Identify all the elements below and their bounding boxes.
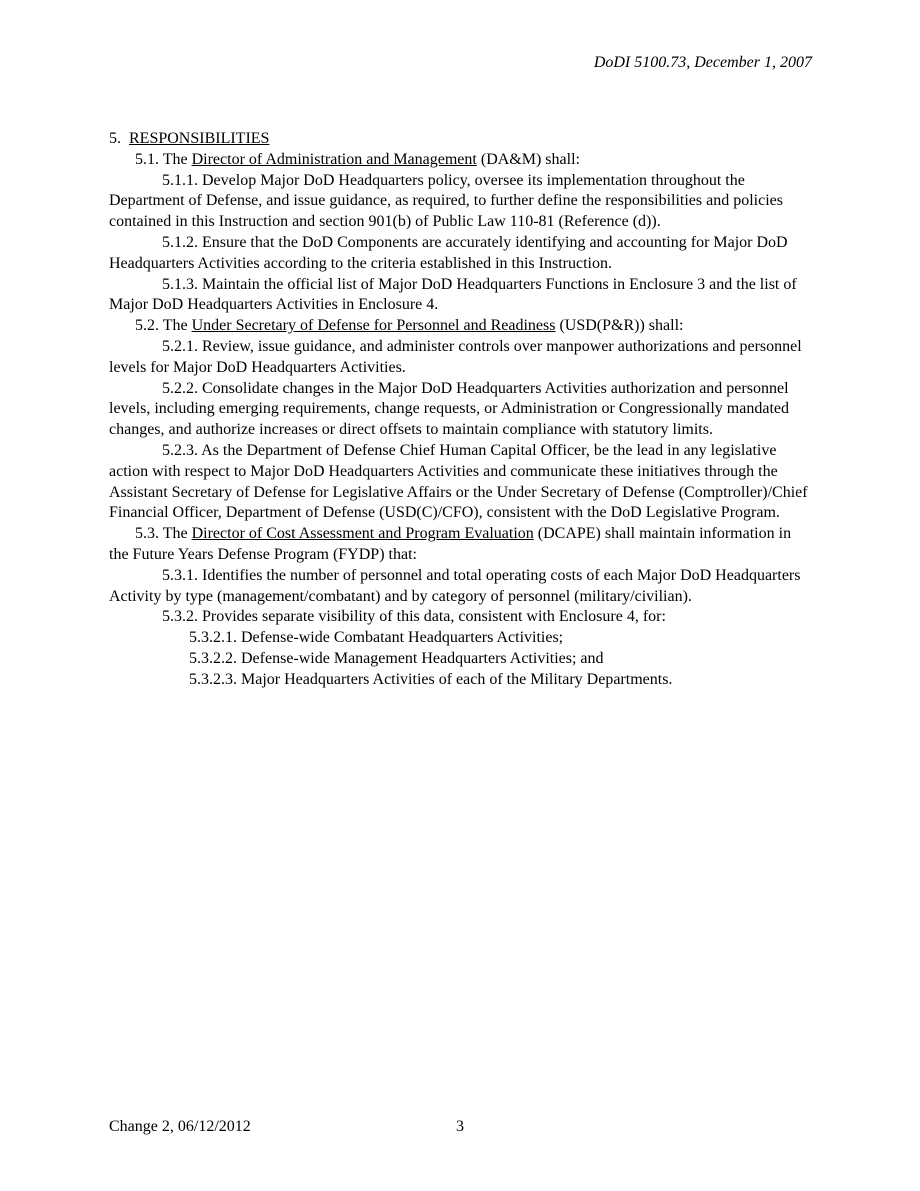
paragraph-5-2	[109, 316, 813, 337]
para-prefix: 5.3. The	[135, 525, 192, 543]
role-title: Under Secretary of Defense for Personnel and Readiness	[191, 317, 556, 335]
para-suffix: (DCAPE) shall maintain information in the Future Years Defense Program (FYDP) that:	[109, 525, 792, 563]
document-body	[109, 129, 813, 691]
role-title: Director of Administration and Management	[191, 150, 477, 168]
para-prefix: 5.2. The	[135, 317, 192, 335]
paragraph-5-3-1: 5.3.1. Identifies the number of personnel and total operating costs of each Major DoD Headquarters Activity by type (management/combatant) and by category of personnel (military/civilian).	[109, 566, 801, 605]
paragraph-5-3-2-1: 5.3.2.1. Defense-wide Combatant Headquarters Activities;	[189, 629, 564, 647]
paragraph-5-3-2-3: 5.3.2.3. Major Headquarters Activities of each of the Military Departments.	[189, 670, 673, 688]
para-suffix: (DA&M) shall:	[476, 150, 580, 168]
paragraph-5-3	[109, 524, 813, 566]
paragraph-5-2-3: 5.2.3. As the Department of Defense Chief Human Capital Officer, be the lead in any legislative action with respect to Major DoD Headquarters Activities and communicate these initiatives through the Assistant Secretary of Defense for Legislative Affairs or the Under Secretary of Defense (Comptroller)/Chief Financial Officer, Department of Defense (USD(C)/CFO), consistent with the DoD Legislative Program.	[109, 441, 808, 522]
page-header: DoDI 5100.73, December 1, 2007	[593, 54, 812, 71]
section-title: RESPONSIBILITIES	[129, 130, 270, 147]
paragraph-5-1	[109, 150, 813, 171]
paragraph-5-3-2-2: 5.3.2.2. Defense-wide Management Headquarters Activities; and	[189, 649, 604, 667]
paragraph-5-1-1: 5.1.1. Develop Major DoD Headquarters policy, oversee its implementation throughout the Department of Defense, and issue guidance, as required, to further define the responsibilities and policies contained in this Instruction and section 901(b) of Public Law 110-81 (Reference (d)).	[109, 171, 783, 231]
paragraph-5-2-2: 5.2.2. Consolidate changes in the Major DoD Headquarters Activities authorization and personnel levels, including emerging requirements, change requests, or Administration or Congressionally mandated changes, and authorize increases or direct offsets to maintain compliance with statutory limits.	[109, 379, 789, 439]
footer-change-note: Change 2, 06/12/2012	[109, 1118, 251, 1135]
page-number: 3	[456, 1118, 464, 1135]
paragraph-5-2-1: 5.2.1. Review, issue guidance, and administer controls over manpower authorizations and personnel levels for Major DoD Headquarters Activities.	[109, 337, 802, 376]
section-heading	[109, 129, 813, 150]
paragraph-5-1-3: 5.1.3. Maintain the official list of Major DoD Headquarters Functions in Enclosure 3 and the list of Major DoD Headquarters Activities in Enclosure 4.	[109, 275, 797, 314]
section-number: 5.	[109, 130, 121, 147]
paragraph-5-3-2: 5.3.2. Provides separate visibility of this data, consistent with Enclosure 4, for:	[162, 608, 666, 626]
para-prefix: 5.1. The	[135, 150, 192, 168]
paragraph-5-1-2: 5.1.2. Ensure that the DoD Components are accurately identifying and accounting for Major DoD Headquarters Activities according to the criteria established in this Instruction.	[109, 233, 788, 272]
role-title: Director of Cost Assessment and Program Evaluation	[191, 525, 534, 543]
para-suffix: (USD(P&R)) shall:	[555, 317, 684, 335]
